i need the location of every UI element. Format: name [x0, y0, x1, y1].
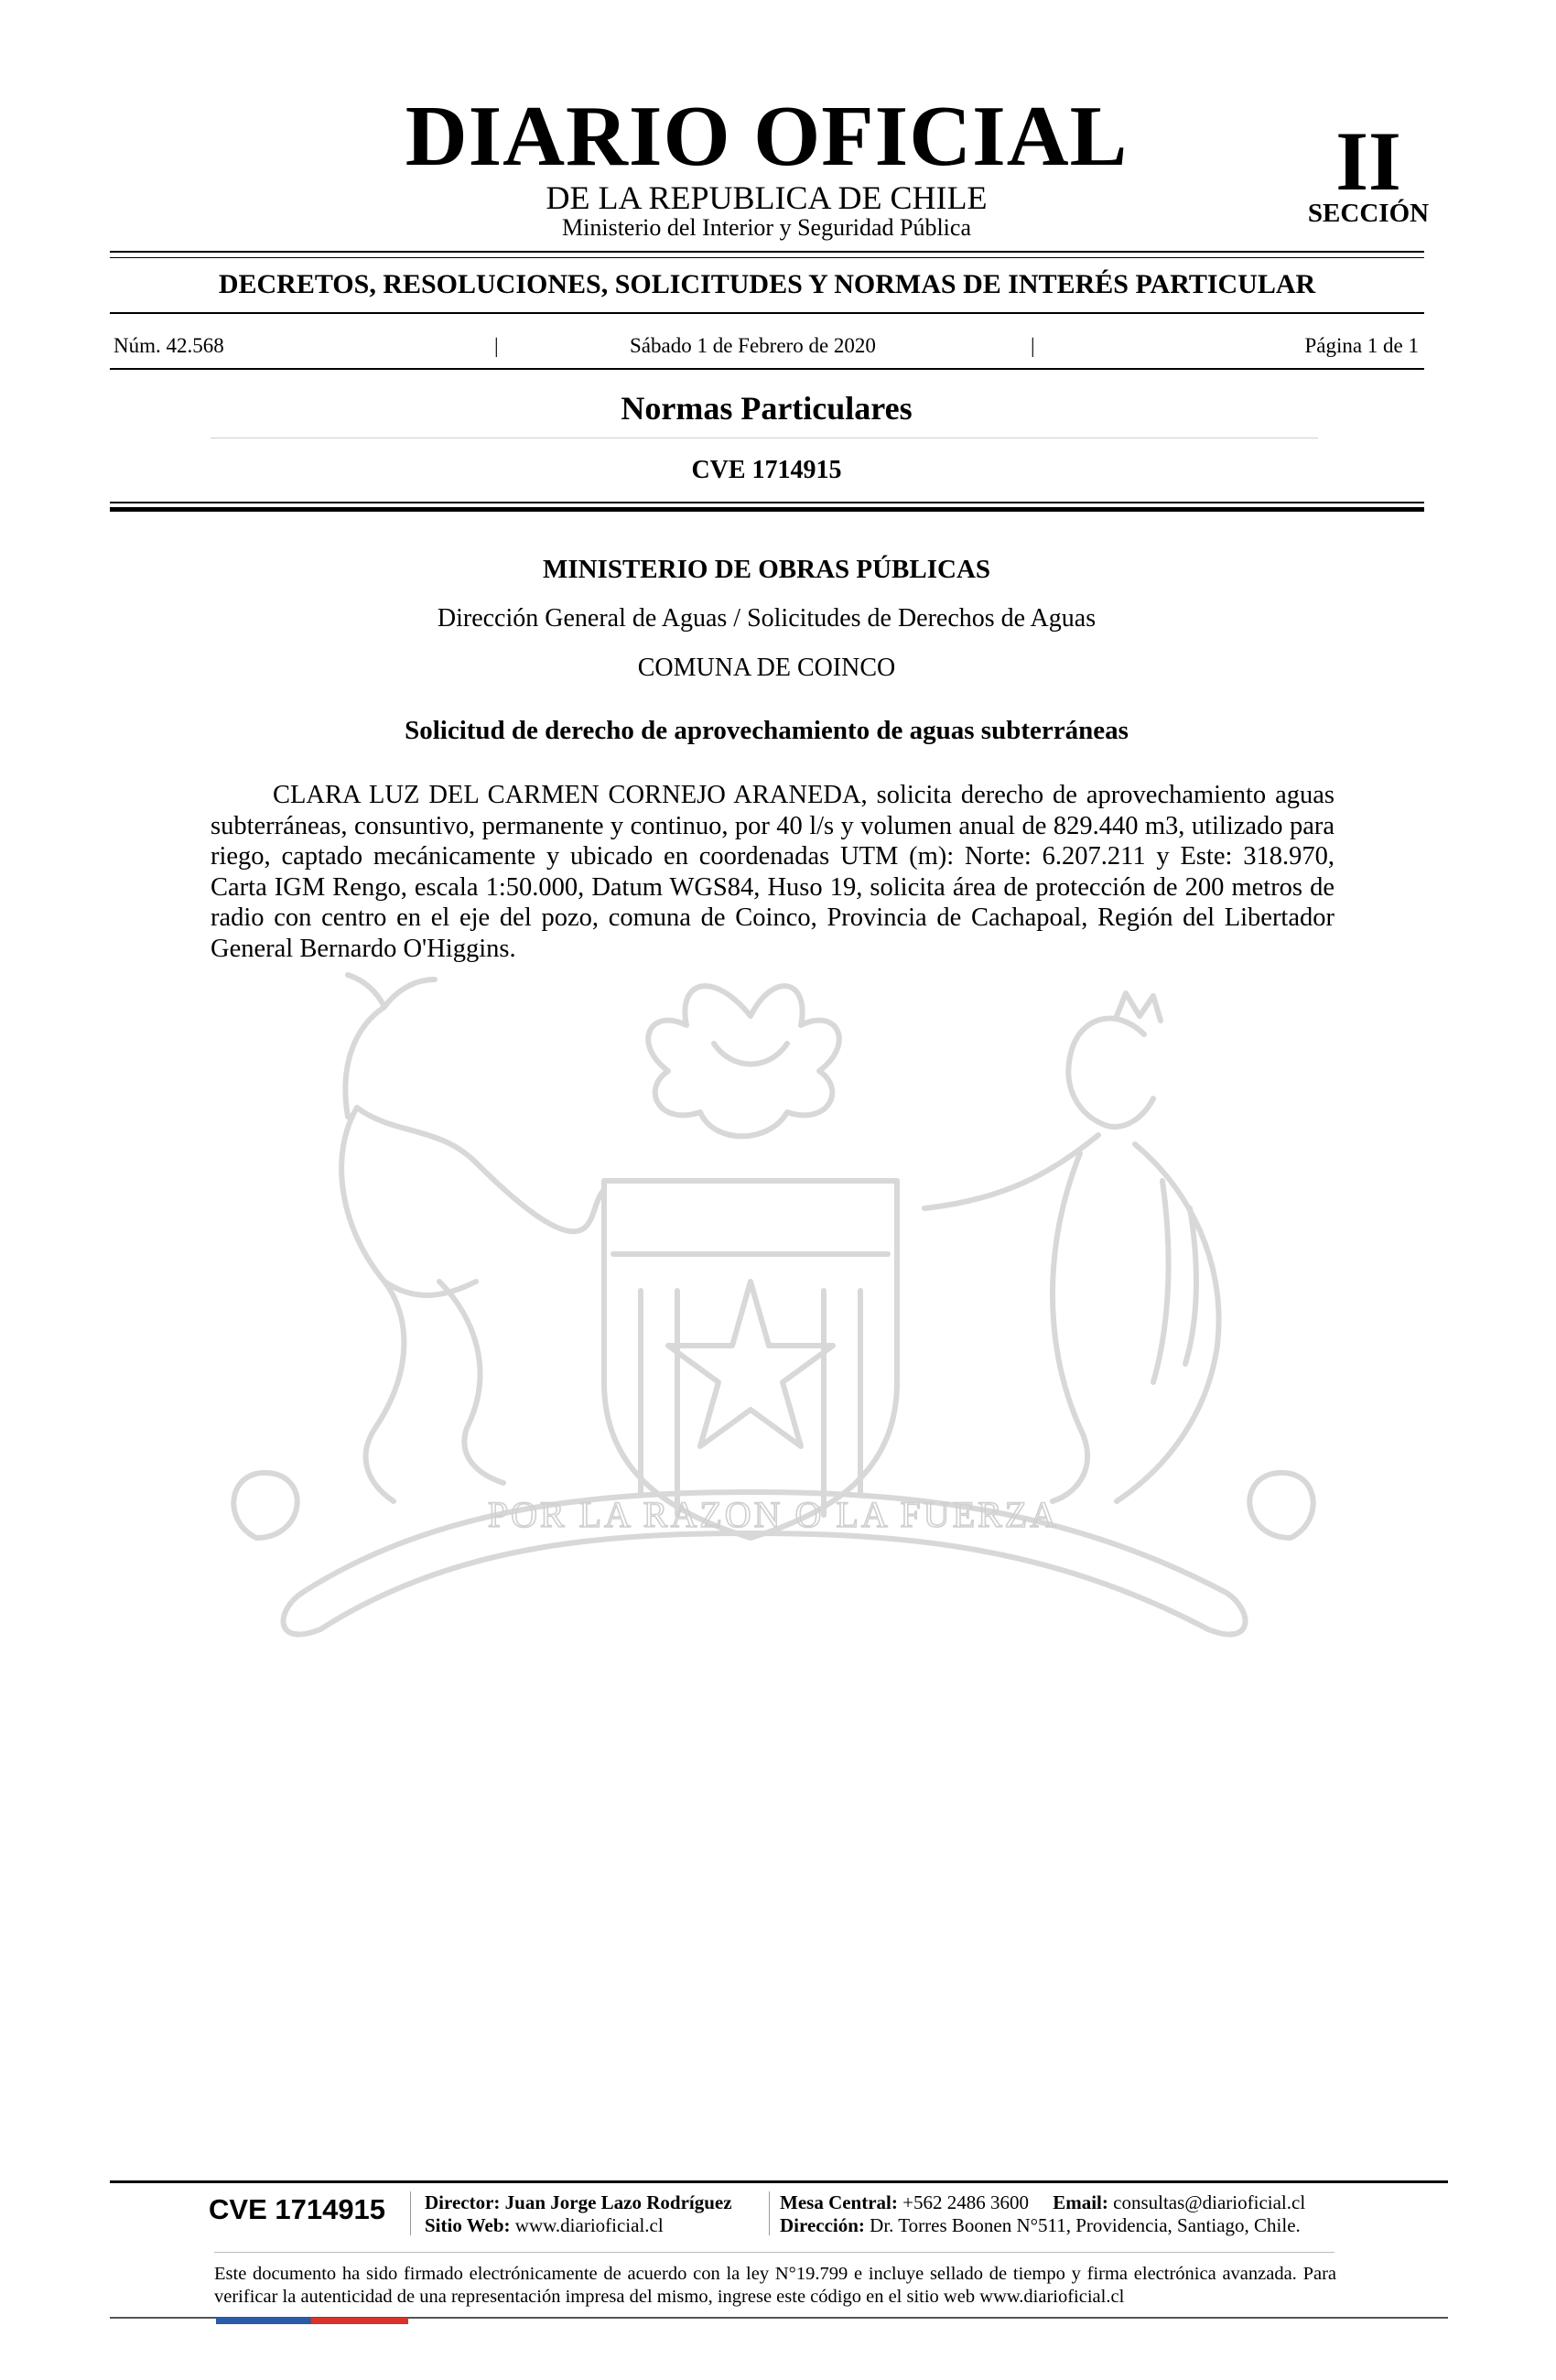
footer-cve-code: CVE 1714915	[209, 2193, 386, 2225]
web-link[interactable]: www.diarioficial.cl	[514, 2214, 664, 2236]
section-label: SECCIÓN	[1307, 199, 1430, 228]
footer-legal-notice: Este documento ha sido firmado electrónicamente de acuerdo con la ley N°19.799 e incluye sellado de tiempo y firma electrónica avanzada. Para verificar la autenticidad de una representación impresa del mismo, ingrese este código en el sitio web www.diarioficial.cl	[214, 2264, 1336, 2307]
phone-label: Mesa Central:	[780, 2191, 898, 2213]
director-label: Director:	[425, 2191, 501, 2213]
document-subject: Solicitud de derecho de aprovechamiento de aguas subterráneas	[405, 716, 1129, 745]
masthead-ministry: Ministerio del Interior y Seguridad Pública	[562, 214, 971, 241]
section-title: Normas Particulares	[621, 390, 913, 427]
flag-stripe-red	[311, 2318, 408, 2324]
email-link[interactable]: consultas@diarioficial.cl	[1113, 2191, 1306, 2213]
director-name: Juan Jorge Lazo Rodríguez	[504, 2191, 732, 2213]
cve-code: CVE 1714915	[691, 456, 842, 484]
footer-separator	[214, 2252, 1334, 2253]
address-label: Dirección:	[780, 2214, 865, 2236]
footer-director-block	[425, 2191, 732, 2237]
meta-rule-bottom	[110, 368, 1424, 370]
issue-separator-1: |	[494, 334, 499, 357]
address-value: Dr. Torres Boonen N°511, Providencia, Santiago, Chile.	[870, 2214, 1301, 2236]
masthead-subtitle: DE LA REPUBLICA DE CHILE	[546, 179, 988, 216]
issue-date: Sábado 1 de Febrero de 2020	[630, 334, 876, 357]
comuna: COMUNA DE COINCO	[637, 654, 896, 682]
issuing-ministry: MINISTERIO DE OBRAS PÚBLICAS	[542, 555, 991, 584]
content-rule-top	[110, 502, 1424, 503]
issue-number: Núm. 42.568	[113, 334, 224, 357]
banner-rule-bottom	[110, 312, 1424, 314]
issuing-direction: Dirección General de Aguas / Solicitudes de Derechos de Aguas	[437, 604, 1097, 633]
email-label: Email:	[1053, 2191, 1108, 2213]
footer-contact-block	[780, 2191, 1305, 2237]
content-rule-thick	[110, 507, 1424, 512]
flag-stripe-blue	[216, 2318, 311, 2324]
footer-rule	[110, 2180, 1448, 2183]
issue-separator-2: |	[1031, 334, 1035, 357]
footer-divider	[769, 2191, 770, 2235]
masthead-title: DIARIO OFICIAL	[405, 89, 1129, 184]
phone-value: +562 2486 3600	[902, 2191, 1029, 2213]
banner: DECRETOS, RESOLUCIONES, SOLICITUDES Y NORMAS DE INTERÉS PARTICULAR	[218, 269, 1316, 299]
coat-of-arms-motto: POR LA RAZON O LA FUERZA	[487, 1494, 1060, 1535]
document-body: CLARA LUZ DEL CARMEN CORNEJO ARANEDA, solicita derecho de aprovechamiento aguas subterráneas, consuntivo, permanente y continuo, por 40 l/s y volumen anual de 829.440 m3, utilizado para riego, captado mecánicamente y ubicado en coordenadas UTM (m): Norte: 6.207.211 y Este: 318.970, Carta IGM Rengo, escala 1:50.000, Datum WGS84, Huso 19, solicita área de protección de 200 metros de radio con centro en el eje del pozo, comuna de Coinco, Provincia de Cachapoal, Región del Libertador General Bernardo O'Higgins.	[211, 781, 1334, 963]
footer-divider	[410, 2191, 411, 2235]
web-label: Sitio Web:	[425, 2214, 511, 2236]
coat-of-arms-watermark	[201, 952, 1345, 1666]
issue-info-row	[110, 335, 1424, 357]
page-indicator: Página 1 de 1	[1304, 334, 1419, 357]
header-rule-top	[110, 251, 1424, 253]
header-rule-top-thin	[110, 257, 1424, 258]
section-number: II	[1335, 114, 1401, 208]
